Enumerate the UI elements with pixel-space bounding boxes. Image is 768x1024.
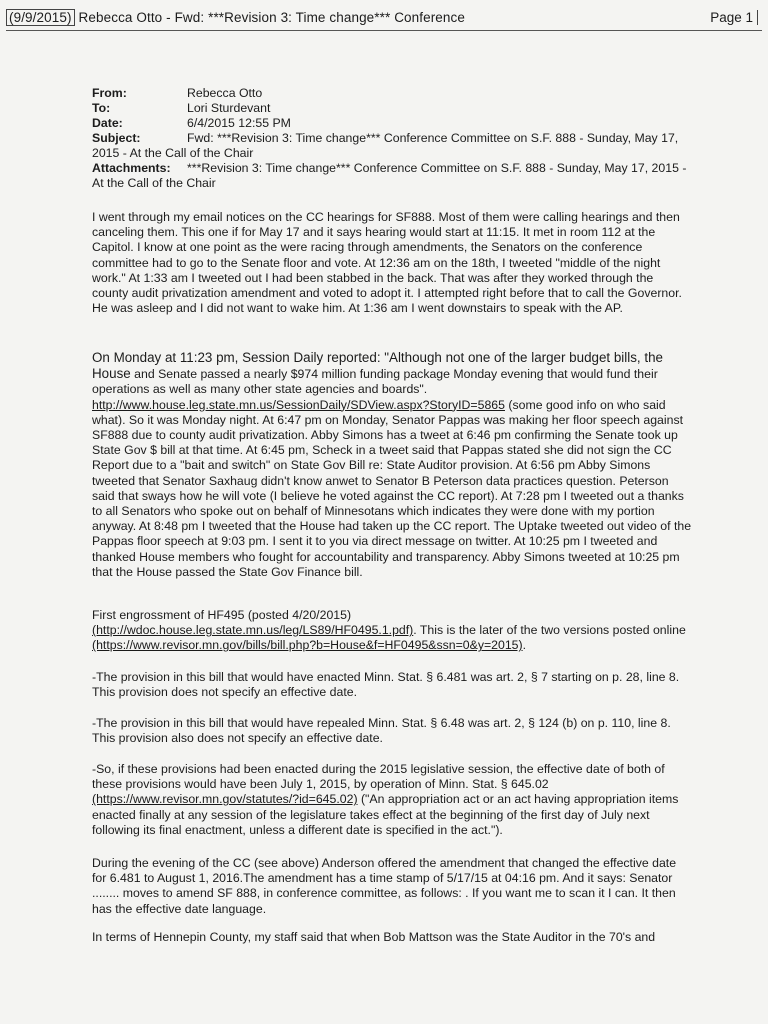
paragraph-5 — [92, 716, 692, 746]
paragraph-7 — [92, 856, 692, 917]
paragraph-6 — [92, 762, 692, 838]
subject-value: Fwd: ***Revision 3: Time change*** Conference Committee on S.F. 888 - Sunday, May 17, 2015 - At the Call of the Chair — [92, 131, 679, 160]
paragraph-2-lead: On Monday at 11:23 pm, Session Daily reported: "Although not one of the larger budget bills, the House — [92, 350, 663, 382]
paragraph-6-quote: ("An appropriation act or an act having appropriation items enacted finally at any session of the legislature takes effect at the beginning of the first day of July next following its final enactment, unless a different date is specified in the act."). — [92, 792, 679, 837]
revisor-bill-link[interactable]: (https://www.revisor.mn.gov/bills/bill.php?b=House&f=HF0495&ssn=0&y=2015) — [92, 638, 523, 653]
paragraph-1 — [92, 210, 692, 316]
paragraph-4-text: -The provision in this bill that would have enacted Minn. Stat. § 6.481 was art. 2, § 7 starting on p. 28, line 8. This provision does not specify an effective date. — [92, 670, 680, 700]
attachments-label: Attachments: — [92, 161, 171, 175]
to-label: To: — [92, 101, 111, 115]
document-header — [6, 8, 762, 31]
paragraph-2 — [92, 350, 692, 580]
date-value: 6/4/2015 12:55 PM — [187, 116, 291, 130]
header-subject: Rebecca Otto - Fwd: ***Revision 3: Time change*** Conference — [78, 10, 465, 25]
paragraph-8 — [92, 930, 692, 945]
subject-label: Subject: — [92, 131, 141, 145]
paragraph-3-intro: First engrossment of HF495 (posted 4/20/2015) — [92, 608, 352, 622]
page-number: Page 1 — [710, 10, 758, 25]
memo-header — [92, 86, 692, 191]
attachments-value: ***Revision 3: Time change*** Conference Committee on S.F. 888 - Sunday, May 17, 2015 - At the Call of the Chair — [92, 161, 687, 190]
paragraph-4 — [92, 670, 692, 700]
paragraph-2-after-link: (some good info on who said what). So it was Monday night. At 6:47 pm on Monday, Senator Pappas was making her floor speech against SF888 due to county audit privatization. Abby Simons has a tweet at 6:46 pm confirming the Senate took up State Gov $ bill at that time. At 6:45 pm, Scheck in a tweet said that Pappas stated she did not sign the CC Report due to a "bait and switch" on State Gov Bill re: State Auditor provision. At 6:56 pm Abby Simons tweeted that Senator Saxhaug didn't know anwet to Senator B Peterson data practices question. Peterson said that sways how he will vote (I believe he voted against the CC report). At 7:28 pm I tweeted out a thanks to all Senators who spoke out on behalf of Minnesotans which indicates they were done with my portion anyway. At 8:48 pm I tweeted that the House had taken up the CC report. The Uptake tweeted out video of the Pappas floor speech at 9:03 pm. I sent it to you via direct message on twitter. At 10:25 pm I tweeted and thanked House members who fought for accountability and transparency. Abby Simons tweeted at 10:25 pm that the House passed the State Gov Finance bill. — [92, 397, 692, 579]
paragraph-1-text: I went through my email notices on the CC hearings for SF888. Most of them were calling hearings and then canceling them. This one if for May 17 and it says hearing would start at 11:15. It met in room 112 at the Capitol. I know at one point as the were racing through amendments, the Senators on the conference committee had to go to the Senate floor and vote. At 12:36 am on the 18th, I tweeted "middle of the night work." At 1:33 am I tweeted out I had been stabbed in the back. That was after they worked through the county audit privatization amendment and voted to adopt it. I attempted right before that to call the Governor. He was asleep and I did not want to wake him. At 1:36 am I went downstairs to speak with the AP. — [92, 210, 682, 316]
date-label: Date: — [92, 116, 123, 130]
from-row — [92, 86, 692, 101]
paragraph-7-text: During the evening of the CC (see above) Anderson offered the amendment that changed the effective date for 6.481 to August 1, 2016.The amendment has a time stamp of 5/17/15 at 04:16 pm. And it says: Senator ........ moves to amend SF 888, in conference committee, as follows: . If you want me to scan it I can. It then has the effective date language. — [92, 856, 677, 916]
attachments-row — [92, 161, 692, 191]
paragraph-3-end: . — [522, 638, 527, 653]
header-date: (9/9/2015) — [6, 9, 75, 26]
paragraph-3-middle: . This is the later of the two versions posted online — [413, 623, 686, 638]
to-row — [92, 101, 692, 116]
hf495-pdf-link[interactable]: (http://wdoc.house.leg.state.mn.us/leg/LS89/HF0495.1.pdf) — [92, 623, 414, 638]
paragraph-2-rest: and Senate passed a nearly $974 million funding package Monday evening that would fund their operations as well as many other state agencies and boards". — [92, 367, 658, 397]
session-daily-link[interactable]: http://www.house.leg.state.mn.us/SessionDaily/SDView.aspx?StoryID=5865 — [92, 397, 505, 412]
to-value: Lori Sturdevant — [187, 101, 271, 115]
header-title — [6, 10, 465, 25]
paragraph-6-text: -So, if these provisions had been enacted during the 2015 legislative session, the effective date of both of these provisions would have been July 1, 2015, by operation of Minn. Stat. § 645.02 — [92, 762, 665, 792]
subject-row — [92, 131, 692, 161]
paragraph-3 — [92, 608, 692, 654]
paragraph-8-text: In terms of Hennepin County, my staff said that when Bob Mattson was the State Auditor in the 70's and — [92, 930, 656, 944]
paragraph-5-text: -The provision in this bill that would have repealed Minn. Stat. § 6.48 was art. 2, § 124 (b) on p. 110, line 8. This provision also does not specify an effective date. — [92, 716, 671, 746]
date-row — [92, 116, 692, 131]
from-label: From: — [92, 86, 127, 100]
revisor-statute-link[interactable]: (https://www.revisor.mn.gov/statutes/?id=645.02) — [92, 792, 358, 807]
from-value: Rebecca Otto — [187, 86, 263, 100]
